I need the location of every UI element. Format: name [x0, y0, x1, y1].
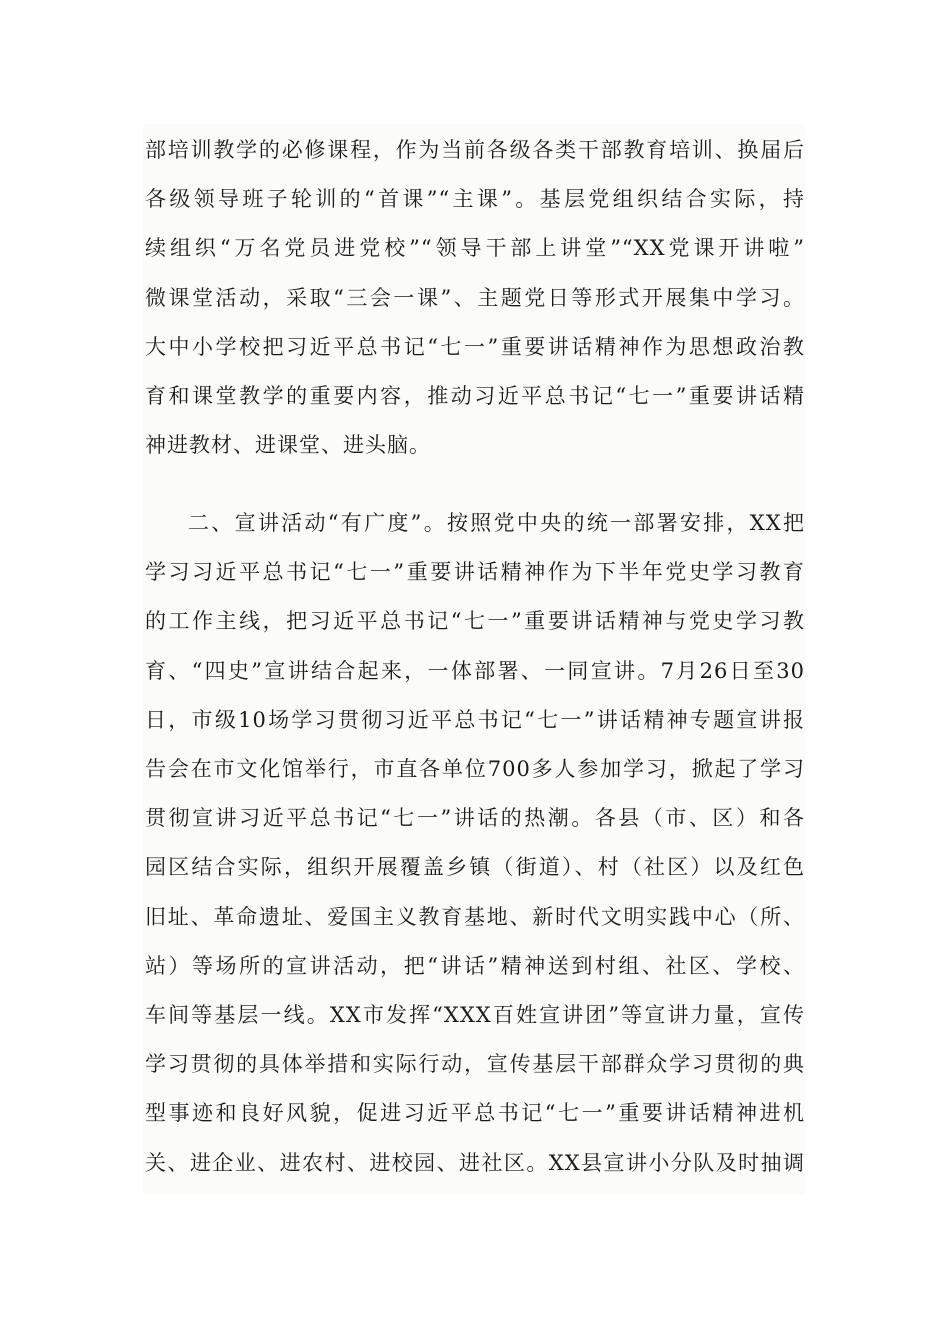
text-line: 二、宣讲活动“有广度”。按照党中央的统一部署安排，XX把 — [188, 511, 805, 535]
text-line: 的工作主线，把习近平总书记“七一”重要讲话精神与党史学习教 — [145, 609, 805, 634]
paragraph-training — [145, 126, 805, 470]
text-line: 学习习近平总书记“七一”重要讲话精神作为下半年党史学习教育 — [145, 560, 805, 585]
text-line: 神进教材、进课堂、进头脑。 — [145, 433, 431, 458]
text-line: 育和课堂教学的重要内容，推动习近平总书记“七一”重要讲话精 — [145, 384, 805, 409]
text-line: 告会在市文化馆举行，市直各单位700多人参加学习，掀起了学习 — [145, 757, 805, 782]
text-line: 站）等场所的宣讲活动，把“讲话”精神送到村组、社区、学校、 — [145, 953, 805, 978]
text-line: 园区结合实际，组织开展覆盖乡镇（街道）、村（社区）以及红色 — [145, 855, 805, 880]
text-line: 关、进企业、进农村、进校园、进社区。XX县宣讲小分队及时抽调 — [145, 1150, 805, 1175]
text-line: 部培训教学的必修课程，作为当前各级各类干部教育培训、换届后 — [145, 138, 805, 162]
text-line: 型事迹和良好风貌，促进习近平总书记“七一”重要讲话精神进机 — [145, 1101, 805, 1126]
text-line: 旧址、革命遗址、爱国主义教育基地、新时代文明实践中心（所、 — [145, 904, 805, 929]
text-line: 贯彻宣讲习近平总书记“七一”讲话的热潮。各县（市、区）和各 — [145, 806, 805, 831]
text-line: 各级领导班子轮训的“首课”“主课”。基层党组织结合实际，持 — [145, 187, 805, 212]
text-line: 微课堂活动，采取“三会一课”、主题党日等形式开展集中学习。 — [145, 285, 805, 310]
text-line: 学习贯彻的具体举措和实际行动，宣传基层干部群众学习贯彻的典 — [145, 1052, 805, 1077]
paragraph-propaganda — [145, 499, 805, 1188]
text-line: 续组织“万名党员进党校”“领导干部上讲堂”“XX党课开讲啦” — [145, 236, 805, 261]
text-line: 大中小学校把习近平总书记“七一”重要讲话精神作为思想政治教 — [145, 334, 805, 359]
text-line: 日，市级10场学习贯彻习近平总书记“七一”讲话精神专题宣讲报 — [145, 707, 805, 732]
text-line: 车间等基层一线。XX市发挥“XXX百姓宣讲团”等宣讲力量，宣传 — [145, 1003, 805, 1028]
text-line: 育、“四史”宣讲结合起来，一体部署、一同宣讲。7月26日至30 — [145, 658, 805, 683]
